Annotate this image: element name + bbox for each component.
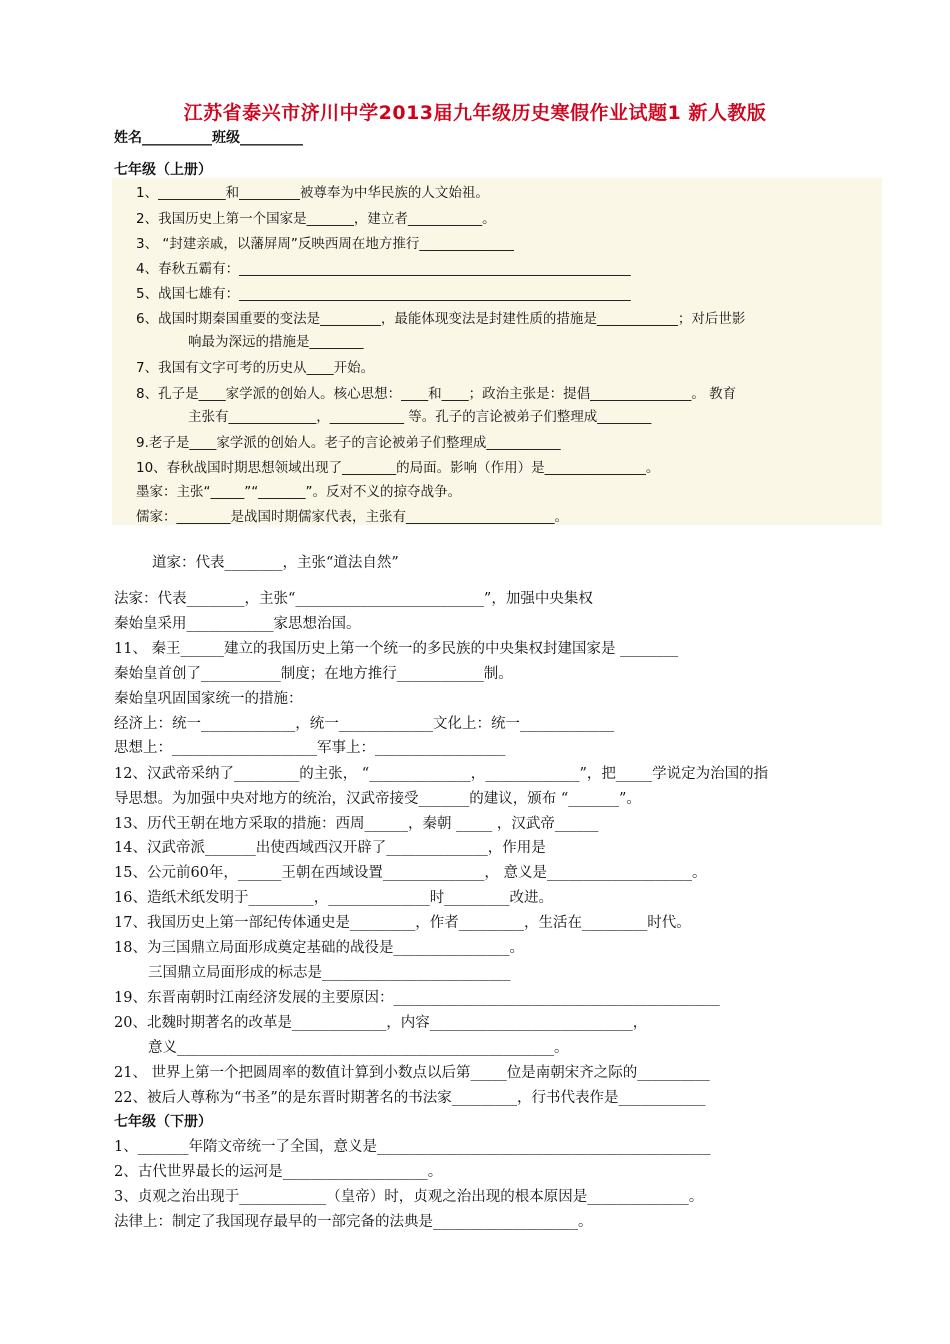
- question-line: 意义____________________________________________________。: [148, 1040, 569, 1056]
- question-line: 13、历代王朝在地方采取的措施：西周______，秦朝 _____ ，汉武帝______: [114, 816, 599, 832]
- question-line: 1、__________和_________被尊奉为中华民族的人文始祖。: [136, 185, 489, 201]
- question-line: 儒家：________是战国时期儒家代表，主张有______________________。: [136, 509, 568, 525]
- question-line: 墨家：主张“_____”“_______”。反对不义的掠夺战争。: [136, 484, 461, 500]
- question-line: 20、北魏时期著名的改革是_____________，内容____________________________，: [114, 1015, 648, 1031]
- question-line: 导思想。为加强中央对地方的统治，汉武帝接受_______的建议，颁布 “_______”。: [114, 791, 641, 807]
- question-line: 3、 “封建亲戚，以藩屏周”反映西周在地方推行______________: [136, 236, 514, 252]
- question-line: 响最为深远的措施是________: [188, 334, 364, 350]
- question-line: 4、春秋五霸有：__________________________________________________________: [136, 261, 631, 277]
- question-line: 秦始皇采用____________家思想治国。: [114, 616, 361, 632]
- document-title: 江苏省泰兴市济川中学2013届九年级历史寒假作业试题1 新人教版: [183, 102, 767, 124]
- question-line: 7、我国有文字可考的历史从____开始。: [136, 360, 375, 376]
- question-line: 18、为三国鼎立局面形成奠定基础的战役是________________。: [114, 940, 524, 956]
- question-line: 5、战国七雄有：__________________________________________________________: [136, 286, 631, 302]
- section-heading-grade7-vol2: 七年级（下册）: [114, 1114, 212, 1130]
- question-line: 三国鼎立局面形成的标志是__________________________: [148, 965, 511, 981]
- question-line: 秦始皇首创了___________制度；在地方推行____________制。: [114, 666, 513, 682]
- question-line: 16、造纸术纸发明于_________，______________时_________改进。: [114, 890, 553, 906]
- question-line: 2、古代世界最长的运河是____________________。: [114, 1164, 443, 1180]
- question-line: 15、公元前60年，______王朝在西域设置______________， 意义是____________________。: [114, 865, 707, 881]
- question-line: 经济上：统一_____________，统一_____________文化上：统一_____________: [114, 716, 615, 732]
- question-line: 19、东晋南朝时江南经济发展的主要原因：_____________________________________________: [114, 990, 720, 1006]
- question-line: 22、被后人尊称为“书圣”的是东晋时期著名的书法家_________，行书代表作是____________: [114, 1090, 706, 1106]
- question-line: 1、_______年隋文帝统一了全国，意义是______________________________________________: [114, 1139, 711, 1155]
- question-line: 3、贞观之治出现于____________（皇帝）时，贞观之治出现的根本原因是______________。: [114, 1189, 704, 1205]
- question-line: 8、孔子是____家学派的创始人。核心思想：____和____；政治主张是：提倡_______________。 教育: [136, 386, 737, 402]
- section-heading-grade7-vol1: 七年级（上册）: [114, 162, 212, 178]
- question-line: 法律上：制定了我国现存最早的一部完备的法典是____________________。: [114, 1214, 593, 1230]
- question-line: 6、战国时期秦国重要的变法是_________，最能体现变法是封建性质的措施是____________；对后世影: [136, 311, 746, 327]
- question-line: 10、春秋战国时期思想领域出现了________的局面。影响（作用）是_______________。: [136, 460, 660, 476]
- question-line: 秦始皇巩固国家统一的措施：: [114, 691, 303, 707]
- question-line: 9.老子是____家学派的创始人。老子的言论被弟子们整理成___________: [136, 435, 561, 451]
- question-line: 道家：代表________，主张“道法自然”: [152, 555, 399, 571]
- question-line: 21、 世界上第一个把圆周率的数值计算到小数点以后第_____位是南朝宋齐之际的__________: [114, 1065, 710, 1081]
- question-line: 2、我国历史上第一个国家是_______，建立者___________。: [136, 211, 496, 227]
- question-line: 17、我国历史上第一部纪传体通史是_________，作者_________，生活在_________时代。: [114, 915, 691, 931]
- question-line: 主张有_____________，___________ 等。孔子的言论被弟子们整理成________: [188, 409, 652, 425]
- name-class-line: 姓名__________班级_________: [114, 130, 303, 146]
- question-line: 11、 秦王______建立的我国历史上第一个统一的多民族的中央集权封建国家是 ________: [114, 641, 679, 657]
- question-line: 14、汉武帝派_______出使西域西汉开辟了______________，作用是: [114, 840, 546, 856]
- question-line: 法家：代表________，主张“__________________________”，加强中央集权: [114, 591, 593, 607]
- question-line: 思想上：____________________军事上：__________________: [114, 740, 506, 756]
- question-line: 12、汉武帝采纳了_________的主张， “______________，_____________”，把_____学说定为治国的指: [114, 766, 769, 782]
